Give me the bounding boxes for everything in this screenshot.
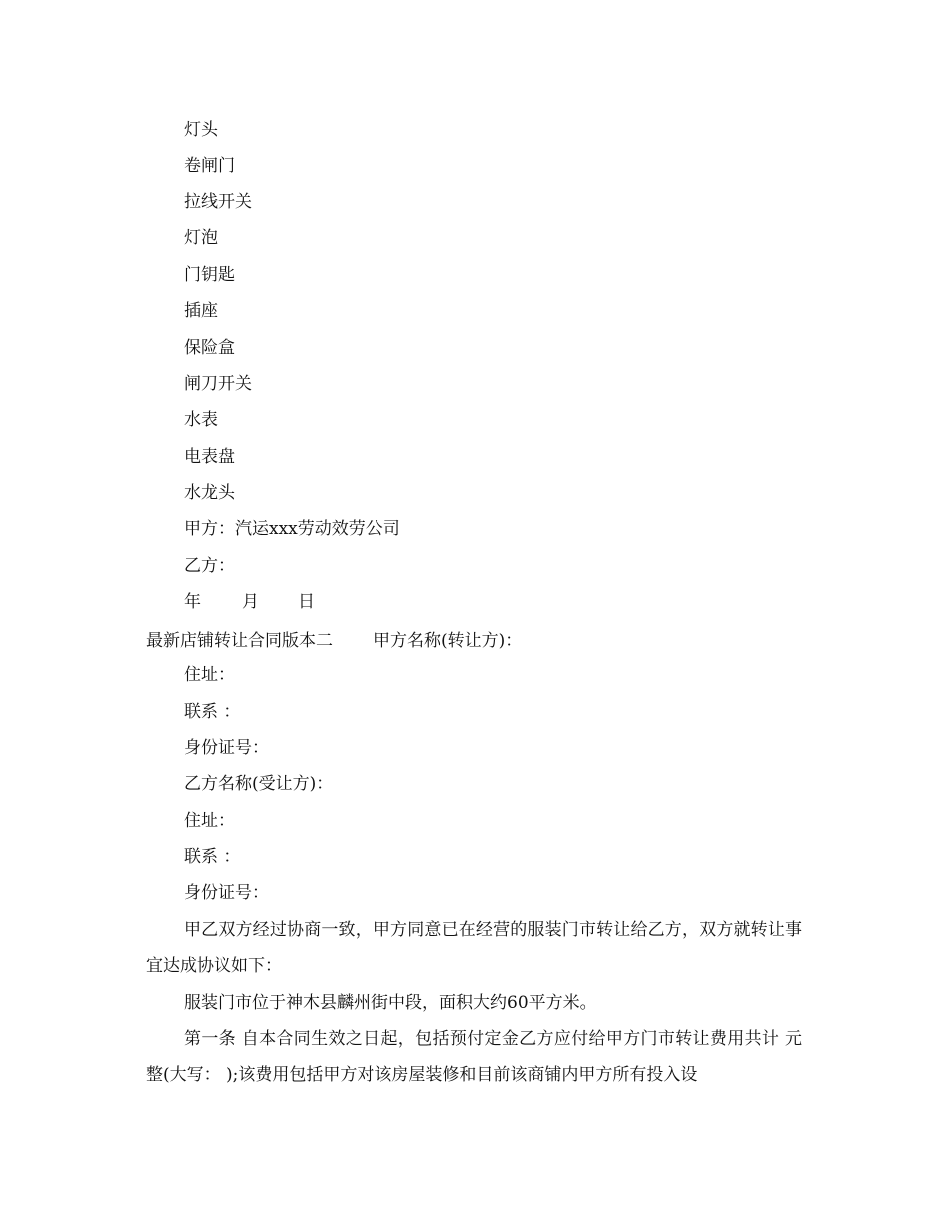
- item-water-meter: 水表: [184, 410, 218, 430]
- date-day: 日: [298, 592, 315, 612]
- contract-title: 最新店铺转让合同版本二: [146, 631, 333, 651]
- item-meter-panel: 电表盘: [184, 447, 235, 467]
- party-a-id-number: 身份证号：: [184, 738, 269, 758]
- agreement-intro-paragraph: 甲乙双方经过协商一致，甲方同意已在经营的服装门市转让给乙方，双方就转让事宜达成协议如下：: [146, 920, 802, 976]
- item-light-bulb: 灯泡: [184, 228, 218, 248]
- item-pull-switch: 拉线开关: [184, 192, 252, 212]
- shop-location-paragraph: 服装门市位于神木县麟州街中段，面积大约60平方米。: [184, 993, 597, 1013]
- item-socket: 插座: [184, 301, 218, 321]
- party-b-contact: 联系 ：: [184, 847, 241, 867]
- contract-heading-line: [146, 630, 522, 652]
- party-b-signature: 乙方：: [184, 556, 235, 576]
- item-lamp-holder: 灯头: [184, 120, 218, 140]
- party-a-signature: 甲方：汽运xxx劳动效劳公司: [184, 519, 400, 539]
- party-b-name-label: 乙方名称(受让方)：: [184, 774, 334, 794]
- date-year: 年: [184, 592, 201, 612]
- party-a-name-label: 甲方名称(转让方)：: [373, 631, 523, 651]
- party-b-id-number: 身份证号：: [184, 883, 269, 903]
- signing-date: [184, 591, 315, 613]
- item-rolling-shutter: 卷闸门: [184, 156, 235, 176]
- party-a-contact: 联系 ：: [184, 702, 241, 722]
- item-faucet: 水龙头: [184, 483, 235, 503]
- item-knife-switch: 闸刀开关: [184, 374, 252, 394]
- party-b-address: 住址：: [184, 811, 235, 831]
- party-a-address: 住址：: [184, 665, 235, 685]
- date-month: 月: [242, 592, 259, 612]
- item-fuse-box: 保险盒: [184, 338, 235, 358]
- item-door-key: 门钥匙: [184, 265, 235, 285]
- article-one-paragraph: 第一条 自本合同生效之日起，包括预付定金乙方应付给甲方门市转让费用共计 元整(大写： );该费用包括甲方对该房屋装修和目前该商铺内甲方所有投入设: [146, 1029, 802, 1085]
